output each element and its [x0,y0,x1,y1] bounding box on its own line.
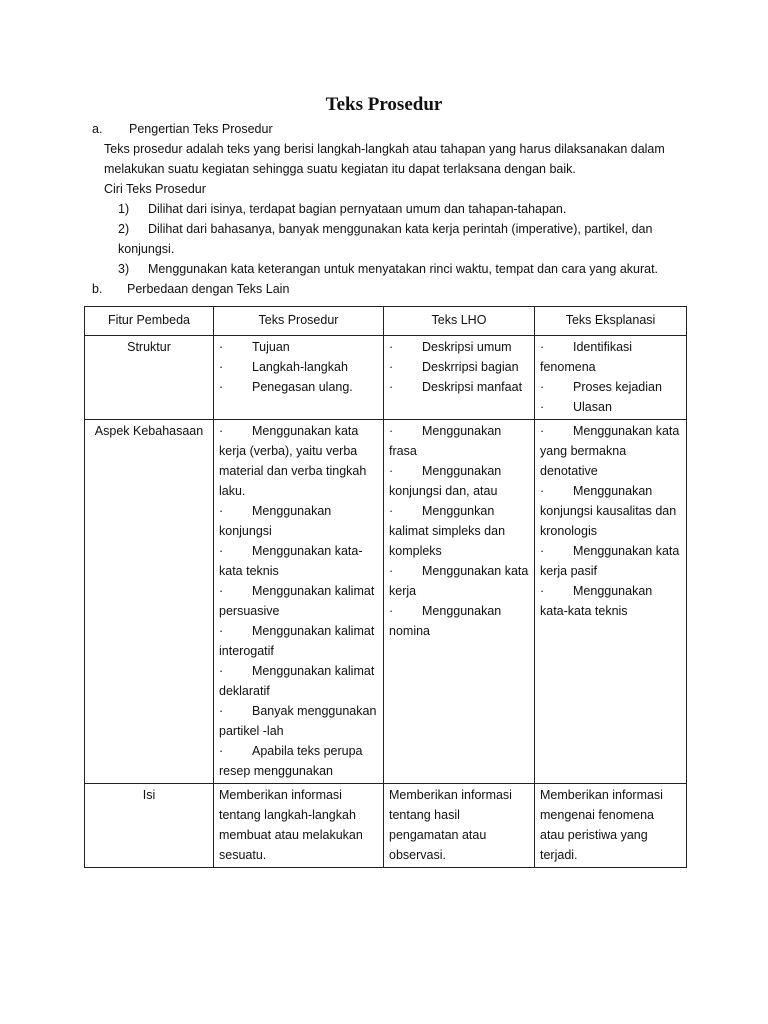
list-item: · Deskripsi manfaat [389,380,523,394]
ciri-text: Dilihat dari bahasanya, banyak menggunakan kata kerja perintah (imperative), partikel, dan [148,222,653,236]
list-item: · Menggunakan kata kerja (verba), yaitu verba material dan verba tingkah laku. [219,424,367,498]
ciri-number: 1) [118,202,130,216]
section-b-heading: Perbedaan dengan Teks Lain [127,282,290,296]
list-item: · Menggunakan kata-kata teknis [540,584,653,618]
list-item: · Menggunakan kata-kata teknis [219,544,363,578]
list-item: · Menggunakan kata yang bermakna denotative [540,424,680,478]
table-row [85,784,687,868]
lho-cell: Memberikan informasi tentang hasil pengamatan atau observasi. [384,784,535,868]
ciri-text: Menggunakan kata keterangan untuk menyatakan rinci waktu, tempat dan cara yang akurat. [148,262,659,276]
list-item: · Menggunakan kalimat persuasive [219,584,375,618]
ciri-number: 2) [118,222,130,236]
ciri-number: 3) [118,262,130,276]
list-item: · Menggunakan nomina [389,604,502,638]
document-title: Teks Prosedur [325,94,443,115]
list-item: · Menggunkan kalimat simpleks dan kompleks [389,504,506,558]
table-header-row [85,307,687,336]
feature-cell: Isi [85,784,214,868]
list-item: · Banyak menggunakan partikel -lah [219,704,377,738]
column-header: Teks Eksplanasi [535,307,687,336]
list-item: · Penegasan ulang. [219,380,353,394]
comparison-table [84,306,687,868]
prosedur-cell: Memberikan informasi tentang langkah-langkah membuat atau melakukan sesuatu. [214,784,384,868]
ciri-heading: Ciri Teks Prosedur [104,182,206,196]
eksplanasi-cell [535,420,687,784]
section-a-heading: Pengertian Teks Prosedur [129,122,273,136]
eksplanasi-cell: Memberikan informasi mengenai fenomena atau peristiwa yang terjadi. [535,784,687,868]
list-item: · Menggunakan kalimat deklaratif [219,664,375,698]
list-item: · Deskrripsi bagian [389,360,519,374]
list-item: · Menggunakan kata kerja pasif [540,544,680,578]
eksplanasi-cell [535,336,687,420]
list-item: · Menggunakan kalimat interogatif [219,624,375,658]
ciri-text: Dilihat dari isinya, terdapat bagian pernyataan umum dan tahapan-tahapan. [148,202,567,216]
prosedur-cell [214,420,384,784]
feature-cell: Struktur [85,336,214,420]
definition-line: melakukan suatu kegiatan sehingga suatu kegiatan itu dapat terlaksana dengan baik. [104,162,576,176]
list-item: · Menggunakan konjungsi dan, atau [389,464,502,498]
list-item: · Menggunakan konjungsi [219,504,332,538]
ciri-text: konjungsi. [118,242,175,256]
list-item: · Tujuan [219,340,290,354]
lho-cell [384,420,535,784]
table-row [85,420,687,784]
list-item: · Proses kejadian [540,380,662,394]
list-item: · Deskripsi umum [389,340,512,354]
list-item: · Ulasan [540,400,612,414]
list-item: · Langkah-langkah [219,360,348,374]
column-header: Teks LHO [384,307,535,336]
list-item: · Menggunakan konjungsi kausalitas dan kronologis [540,484,677,538]
definition-line: Teks prosedur adalah teks yang berisi langkah-langkah atau tahapan yang harus dilaksanakan dalam [104,142,665,156]
section-a-marker: a. [92,122,103,136]
table-row [85,336,687,420]
lho-cell [384,336,535,420]
list-item: · Apabila teks perupa resep menggunakan [219,744,363,778]
list-item: · Menggunakan kata kerja [389,564,529,598]
feature-cell: Aspek Kebahasaan [85,420,214,784]
column-header: Fitur Pembeda [85,307,214,336]
section-b-marker: b. [92,282,103,296]
prosedur-cell [214,336,384,420]
list-item: · Identifikasi fenomena [540,340,633,374]
column-header: Teks Prosedur [214,307,384,336]
list-item: · Menggunakan frasa [389,424,502,458]
